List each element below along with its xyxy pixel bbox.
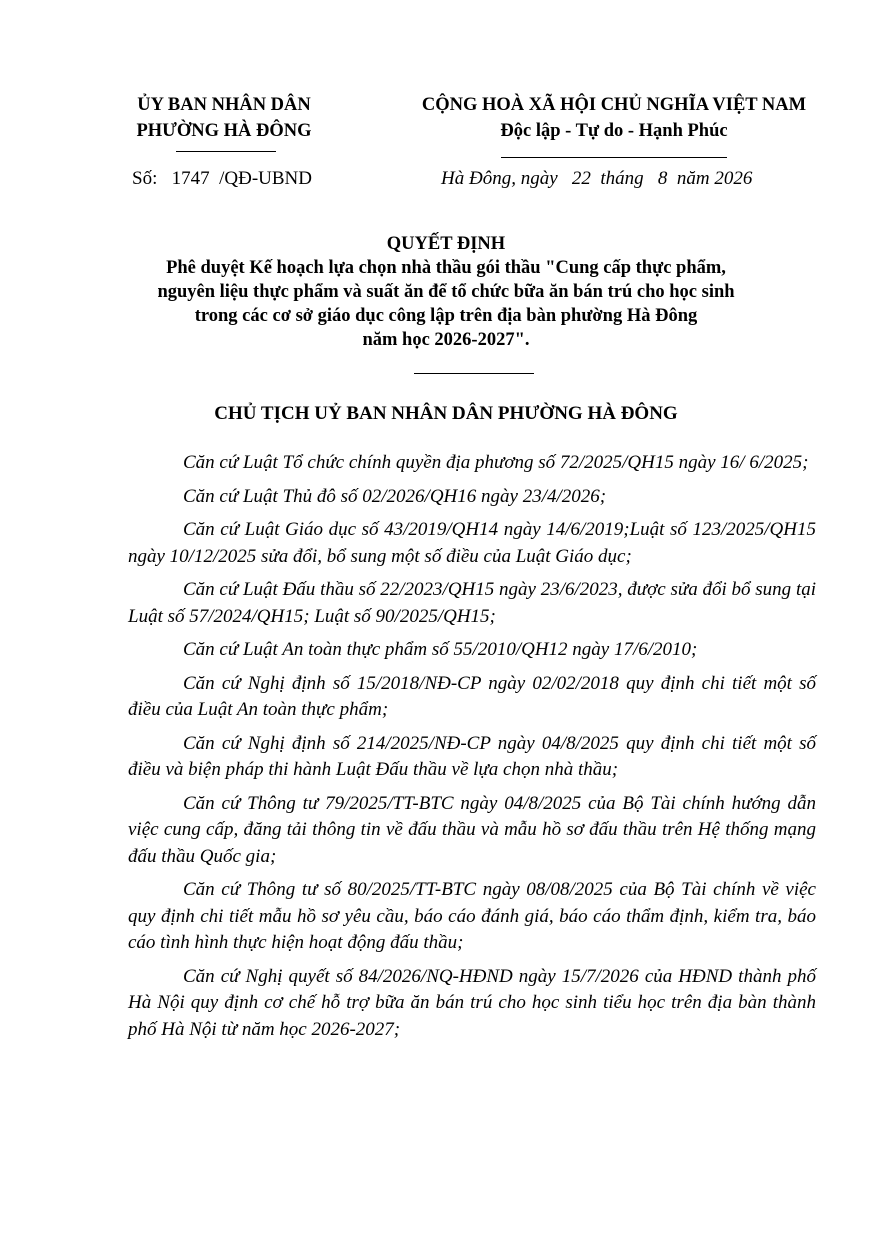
authority-name: ỦY BAN NHÂN DÂN bbox=[137, 95, 311, 115]
decision-subject-line: nguyên liệu thực phẩm và suất ăn để tổ chức bữa ăn bán trú cho học sinh bbox=[157, 282, 735, 302]
legal-basis-item: Căn cứ Nghị định số 214/2025/NĐ-CP ngày 04/8/2025 quy định chi tiết một số điều và biện pháp thi hành Luật Đấu thầu về lựa chọn nhà thầu; bbox=[128, 732, 816, 780]
decision-heading bbox=[120, 232, 772, 352]
chairman-heading: CHỦ TỊCH UỶ BAN NHÂN DÂN PHƯỜNG HÀ ĐÔNG bbox=[214, 403, 678, 424]
decision-underline bbox=[414, 373, 534, 374]
national-motto bbox=[396, 92, 832, 144]
document-number: Số: 1747 /QĐ-UBND bbox=[132, 168, 312, 189]
legal-basis-item: Căn cứ Nghị định số 15/2018/NĐ-CP ngày 02/02/2018 quy định chi tiết một số điều của Luật An toàn thực phẩm; bbox=[128, 672, 816, 720]
place-and-date: Hà Đông, ngày 22 tháng 8 năm 2026 bbox=[441, 168, 753, 189]
decision-title: QUYẾT ĐỊNH bbox=[386, 234, 506, 254]
decision-subject-line: Phê duyệt Kế hoạch lựa chọn nhà thầu gói thầu "Cung cấp thực phẩm, bbox=[166, 258, 726, 278]
legal-basis-item: Căn cứ Thông tư 79/2025/TT-BTC ngày 04/8/2025 của Bộ Tài chính hướng dẫn việc cung cấp, đăng tải thông tin về đấu thầu và mẫu hồ sơ đấu thầu trên Hệ thống mạng đấu thầu Quốc gia; bbox=[128, 792, 816, 867]
legal-basis-item: Căn cứ Thông tư số 80/2025/TT-BTC ngày 08/08/2025 của Bộ Tài chính về việc quy định chi tiết mẫu hồ sơ yêu cầu, báo cáo đánh giá, báo cáo thẩm định, kiểm tra, báo cáo tình hình thực hiện hoạt động đấu thầu; bbox=[128, 879, 816, 953]
legal-basis-item: Căn cứ Luật Giáo dục số 43/2019/QH14 ngày 14/6/2019;Luật số 123/2025/QH15 ngày 10/12/2025 sửa đổi, bổ sung một số điều của Luật Giáo dục; bbox=[128, 519, 816, 567]
issuing-authority bbox=[118, 92, 330, 144]
legal-basis-item: Căn cứ Nghị quyết số 84/2026/NQ-HĐND ngày 15/7/2026 của HĐND thành phố Hà Nội quy định cơ chế hỗ trợ bữa ăn bán trú cho học sinh tiểu học trên địa bàn thành phố Hà Nội từ năm học 2026-2027; bbox=[128, 965, 816, 1040]
legal-basis-item: Căn cứ Luật An toàn thực phẩm số 55/2010/QH12 ngày 17/6/2010; bbox=[183, 639, 698, 660]
legal-bases bbox=[128, 450, 816, 1050]
ward-name: PHƯỜNG HÀ ĐÔNG bbox=[136, 121, 312, 141]
country-name: CỘNG HOÀ XÃ HỘI CHỦ NGHĨA VIỆT NAM bbox=[421, 95, 807, 115]
motto: Độc lập - Tự do - Hạnh Phúc bbox=[500, 121, 728, 141]
decision-subject-line: trong các cơ sở giáo dục công lập trên địa bàn phường Hà Đông bbox=[194, 306, 698, 326]
legal-basis-item: Căn cứ Luật Tổ chức chính quyền địa phương số 72/2025/QH15 ngày 16/ 6/2025; bbox=[183, 452, 809, 473]
motto-underline bbox=[501, 157, 727, 158]
legal-basis-item: Căn cứ Luật Thủ đô số 02/2026/QH16 ngày 23/4/2026; bbox=[183, 485, 607, 507]
authority-underline bbox=[176, 151, 276, 152]
legal-basis-item: Căn cứ Luật Đấu thầu số 22/2023/QH15 ngày 23/6/2023, được sửa đổi bổ sung tại Luật số 57/2024/QH15; Luật số 90/2025/QH15; bbox=[128, 579, 816, 627]
decision-subject-line: năm học 2026-2027". bbox=[362, 330, 530, 350]
